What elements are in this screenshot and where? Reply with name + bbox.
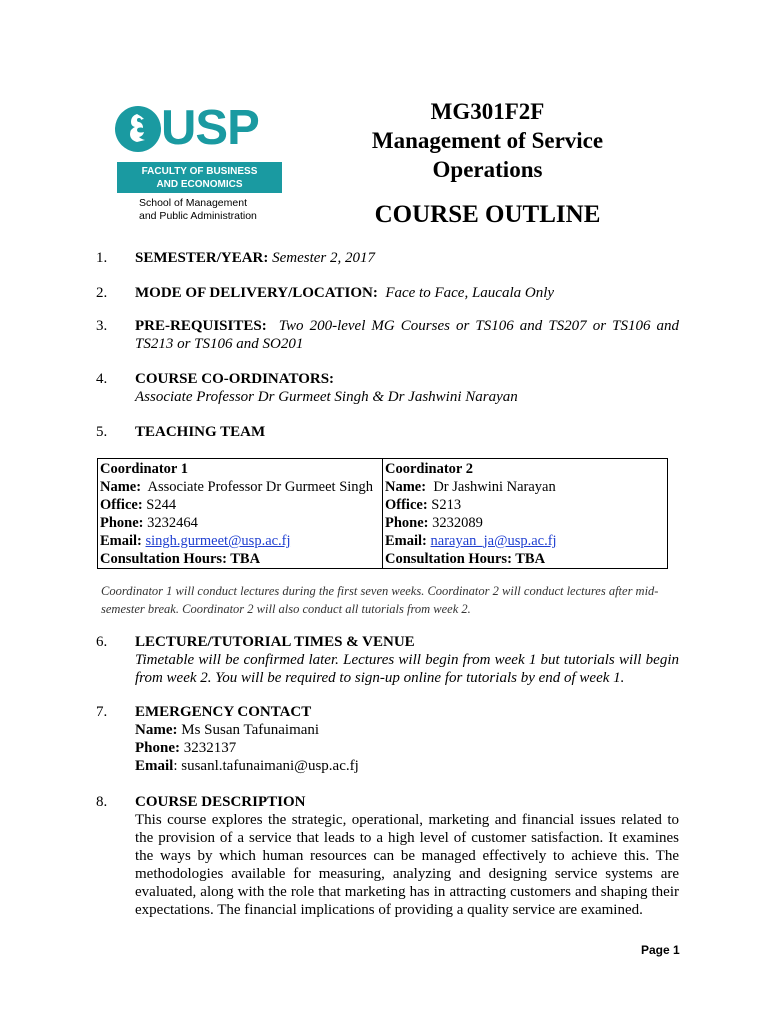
course-description-text: This course explores the strategic, operational, marketing and financial issues related to the provision of a service that leads to a high level of customer satisfaction. It examines the ways by which human resources can be managed effectively to achieve this. The methodologies available for measuring, analyzing and designing service systems are evaluated, along with the role that marketing has in attracting customers and shaping their expectations. The financial implications of providing a quality service are examined. [135,812,679,918]
course-description-label: COURSE DESCRIPTION [135,794,306,810]
coordinator-1-phone: 3232464 [147,515,198,531]
logo-school-line-2: and Public Administration [139,210,257,222]
coordinator-2-name-label: Name: [385,479,427,495]
usp-logo [112,103,287,225]
emergency-name-label: Name: [135,722,178,738]
table-row [98,459,668,569]
teaching-team-label: TEACHING TEAM [135,424,266,440]
lecture-times-value: Timetable will be confirmed later. Lectures will begin from week 1 but tutorials will begin from week 2. You will be required to sign-up online for tutorials by end of week 1. [135,652,679,686]
coordinator-2-phone: 3232089 [432,515,483,531]
coordinator-2-office: S213 [431,497,462,513]
prerequisites-label: PRE-REQUISITES: [135,318,267,334]
section-lecture-times [135,633,679,687]
emergency-contact-label: EMERGENCY CONTACT [135,704,312,720]
course-code: MG301F2F [430,99,545,124]
coordinator-2-office-label: Office: [385,497,428,513]
coordinator-1-title: Coordinator 1 [100,461,188,477]
section-emergency-contact [135,703,679,775]
coordinator-1-cell [98,459,383,569]
coordinator-1-office-label: Office: [100,497,143,513]
teaching-team-note: Coordinator 1 will conduct lectures during the first seven weeks. Coordinator 2 will conduct lectures after mid-semester break. Coordinator 2 will also conduct all tutorials from week 2. [101,584,659,616]
logo-school-line-1: School of Management [139,197,247,209]
coordinator-1-office: S244 [146,497,177,513]
coordinator-1-phone-label: Phone: [100,515,144,531]
emergency-email: : susanl.tafunaimani@usp.ac.fj [173,758,359,774]
section-coordinators [135,370,679,406]
section-8-number: 8. [96,794,108,810]
section-1-number: 1. [96,250,108,266]
semester-label: SEMESTER/YEAR: [135,250,269,266]
logo-brand-text: USP [161,101,259,155]
emergency-name: Ms Susan Tafunaimani [181,722,320,738]
coordinators-value: Associate Professor Dr Gurmeet Singh & Dr Jashwini Narayan [135,389,518,405]
section-semester [135,249,679,267]
delivery-label: MODE OF DELIVERY/LOCATION: [135,285,378,301]
section-7-number: 7. [96,704,108,720]
semester-value: Semester 2, 2017 [272,250,376,266]
lecture-times-label: LECTURE/TUTORIAL TIMES & VENUE [135,634,415,650]
section-4-number: 4. [96,371,108,387]
coordinator-2-email-link[interactable]: narayan_ja@usp.ac.fj [430,533,557,549]
coordinator-2-phone-label: Phone: [385,515,429,531]
section-prerequisites [135,317,679,353]
teaching-team-table [97,458,668,569]
logo-faculty-banner [117,162,282,193]
coordinator-2-consultation: Consultation Hours: TBA [385,551,546,567]
section-3-number: 3. [96,318,108,334]
section-2-number: 2. [96,285,108,301]
coordinator-1-name-label: Name: [100,479,142,495]
usp-emblem-icon [115,106,161,152]
coordinator-1-name: Associate Professor Dr Gurmeet Singh [147,479,374,495]
emergency-email-label: Email [135,758,174,774]
coordinator-2-cell [383,459,668,569]
delivery-value: Face to Face, Laucala Only [385,285,555,301]
coordinator-2-name: Dr Jashwini Narayan [433,479,556,495]
emergency-phone: 3232137 [183,740,237,756]
logo-faculty-line-2: AND ECONOMICS [156,179,243,190]
coordinator-2-email-label: Email: [385,533,427,549]
section-delivery [135,284,679,302]
course-outline-title: COURSE OUTLINE [374,201,601,228]
logo-faculty-line-1: FACULTY OF BUSINESS [141,166,258,177]
prerequisites-value: Two 200-level MG Courses or TS106 and TS207 or TS106 and TS213 or TS106 and SO201 [135,318,679,352]
coordinator-2-title: Coordinator 2 [385,461,473,477]
section-5-number: 5. [96,424,108,440]
emergency-phone-label: Phone: [135,740,180,756]
section-6-number: 6. [96,634,108,650]
coordinator-1-email-label: Email: [100,533,142,549]
logo-school-name [139,197,269,223]
section-teaching-team [135,423,679,441]
coordinators-label: COURSE CO-ORDINATORS: [135,371,335,387]
page-number: Page 1 [641,943,680,957]
course-name-line-2: Operations [432,157,543,182]
section-course-description [135,793,679,919]
coordinator-1-email-link[interactable]: singh.gurmeet@usp.ac.fj [145,533,291,549]
course-name-line-1: Management of Service [371,128,604,153]
coordinator-1-consultation: Consultation Hours: TBA [100,551,261,567]
